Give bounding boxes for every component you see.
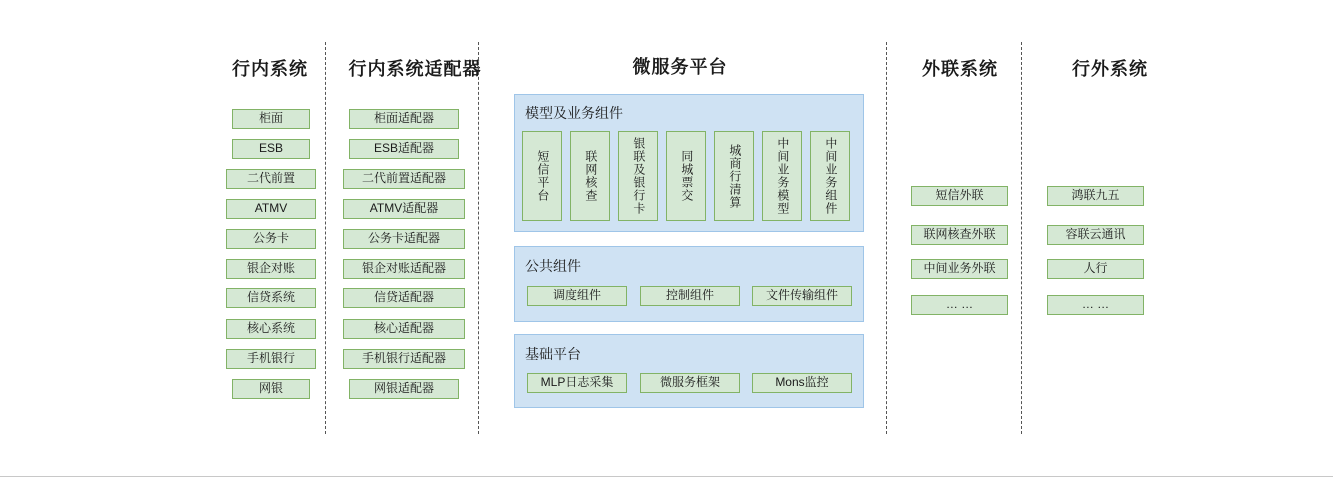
panel-base-platform-title: 基础平台 (525, 346, 581, 362)
node-model-4[interactable]: 城商行清算 (714, 131, 754, 221)
node-external-2[interactable]: 中间业务外联 (911, 259, 1008, 279)
node-common-1[interactable]: 控制组件 (640, 286, 740, 306)
node-model-6[interactable]: 中间业务组件 (810, 131, 850, 221)
node-model-0[interactable]: 短信平台 (522, 131, 562, 221)
node-common-2[interactable]: 文件传输组件 (752, 286, 852, 306)
node-in-bank-adapter-1[interactable]: ESB适配器 (349, 139, 459, 159)
node-in-bank-adapter-7[interactable]: 核心适配器 (343, 319, 465, 339)
node-external-3[interactable]: … … (911, 295, 1008, 315)
node-external-0[interactable]: 短信外联 (911, 186, 1008, 206)
node-in-bank-6[interactable]: 信贷系统 (226, 288, 316, 308)
node-in-bank-8[interactable]: 手机银行 (226, 349, 316, 369)
separator-4 (1021, 42, 1022, 434)
separator-2 (478, 42, 479, 434)
node-in-bank-2[interactable]: 二代前置 (226, 169, 316, 189)
column-title-out-bank: 行外系统 (1072, 59, 1148, 79)
node-model-3[interactable]: 同城票交 (666, 131, 706, 221)
column-title-microservice: 微服务平台 (632, 57, 728, 77)
column-title-in-bank: 行内系统 (232, 59, 308, 79)
node-model-5[interactable]: 中间业务模型 (762, 131, 802, 221)
node-external-1[interactable]: 联网核查外联 (911, 225, 1008, 245)
node-in-bank-adapter-3[interactable]: ATMV适配器 (343, 199, 465, 219)
node-in-bank-adapter-8[interactable]: 手机银行适配器 (343, 349, 465, 369)
column-title-external-link: 外联系统 (922, 59, 998, 79)
node-out-bank-0[interactable]: 鸿联九五 (1047, 186, 1144, 206)
panel-model-business-title: 模型及业务组件 (525, 105, 623, 121)
separator-3 (886, 42, 887, 434)
node-base-2[interactable]: Mons监控 (752, 373, 852, 393)
node-in-bank-adapter-4[interactable]: 公务卡适配器 (343, 229, 465, 249)
node-out-bank-3[interactable]: … … (1047, 295, 1144, 315)
node-in-bank-0[interactable]: 柜面 (232, 109, 310, 129)
node-in-bank-adapter-6[interactable]: 信贷适配器 (343, 288, 465, 308)
node-base-0[interactable]: MLP日志采集 (527, 373, 627, 393)
column-title-in-bank-adapter: 行内系统适配器 (348, 59, 482, 79)
separator-1 (325, 42, 326, 434)
node-in-bank-7[interactable]: 核心系统 (226, 319, 316, 339)
node-in-bank-adapter-0[interactable]: 柜面适配器 (349, 109, 459, 129)
node-out-bank-1[interactable]: 容联云通讯 (1047, 225, 1144, 245)
panel-common-components-title: 公共组件 (525, 258, 581, 274)
bottom-divider (0, 476, 1333, 477)
node-in-bank-4[interactable]: 公务卡 (226, 229, 316, 249)
node-model-1[interactable]: 联网核查 (570, 131, 610, 221)
node-model-2[interactable]: 银联及银行卡 (618, 131, 658, 221)
node-out-bank-2[interactable]: 人行 (1047, 259, 1144, 279)
node-in-bank-3[interactable]: ATMV (226, 199, 316, 219)
node-in-bank-9[interactable]: 网银 (232, 379, 310, 399)
node-in-bank-adapter-5[interactable]: 银企对账适配器 (343, 259, 465, 279)
node-in-bank-5[interactable]: 银企对账 (226, 259, 316, 279)
node-in-bank-adapter-9[interactable]: 网银适配器 (349, 379, 459, 399)
node-in-bank-adapter-2[interactable]: 二代前置适配器 (343, 169, 465, 189)
node-in-bank-1[interactable]: ESB (232, 139, 310, 159)
node-common-0[interactable]: 调度组件 (527, 286, 627, 306)
node-base-1[interactable]: 微服务框架 (640, 373, 740, 393)
